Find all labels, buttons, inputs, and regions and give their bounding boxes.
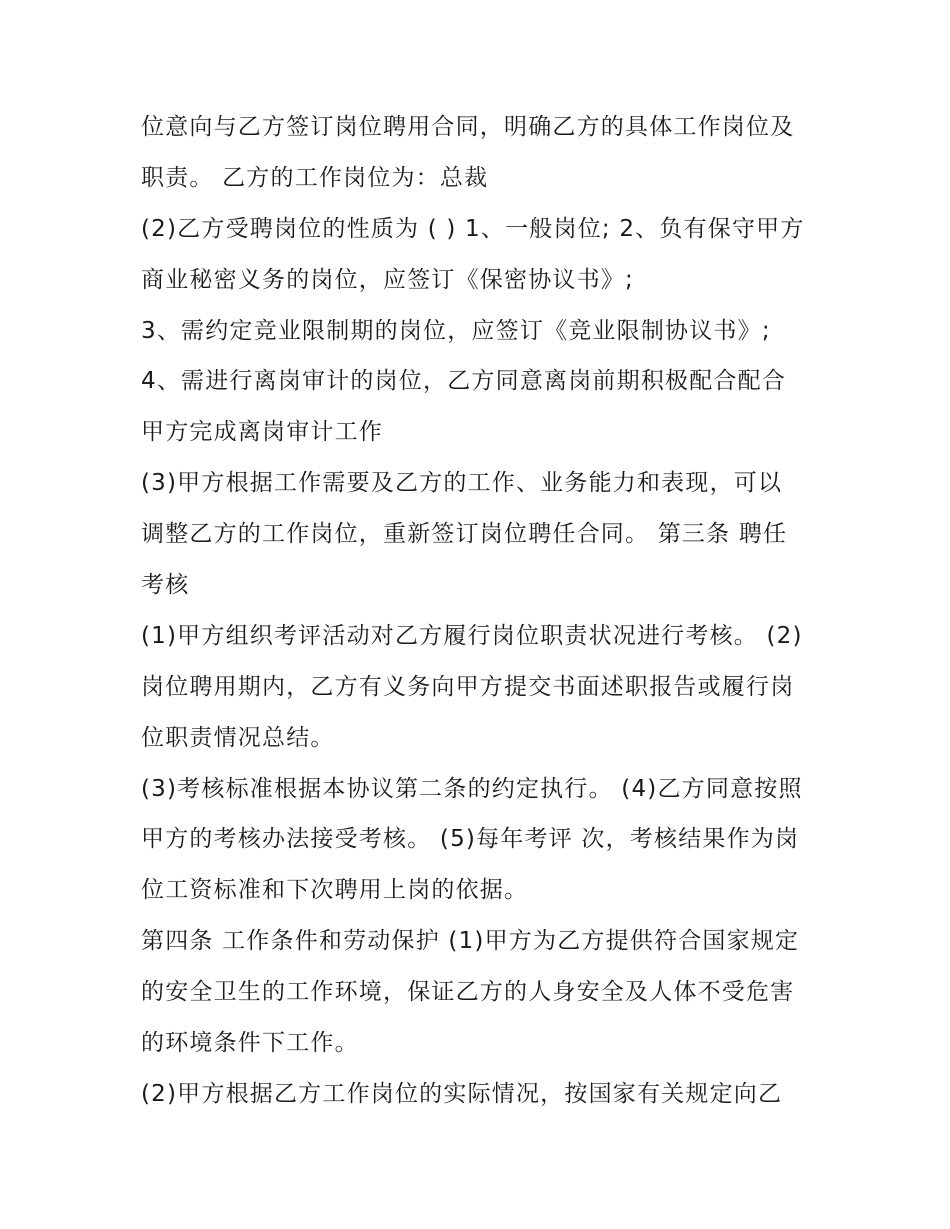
text-line: (2)乙方受聘岗位的性质为 ( ) 1、一般岗位; 2、负有保守甲方 [141,215,805,242]
text-line: 岗位聘用期内，乙方有义务向甲方提交书面述职报告或履行岗 [141,673,795,700]
text-line: 位意向与乙方签订岗位聘用合同，明确乙方的具体工作岗位及 [141,114,795,140]
text-line: 4、需进行离岗审计的岗位，乙方同意离岗前期积极配合配合 [141,368,787,395]
text-line: (3)甲方根据工作需要及乙方的工作、业务能力和表现，可以 [141,470,783,497]
text-line: 位工资标准和下次聘用上岗的依据。 [141,877,529,904]
body-text [141,102,821,1120]
text-line: 3、需约定竞业限制期的岗位，应签订《竞业限制协议书》; [141,317,771,344]
text-line: 甲方完成离岗审计工作 [141,419,383,446]
text-line: 位职责情况总结。 [141,724,335,751]
text-line: (3)考核标准根据本协议第二条的约定执行。 (4)乙方同意按照 [141,775,803,802]
text-line: 商业秘密义务的岗位，应签订《保密协议书》; [141,266,634,293]
text-line: 甲方的考核办法接受考核。 (5)每年考评 次，考核结果作为岗 [141,826,800,853]
text-line: 调整乙方的工作岗位，重新签订岗位聘任合同。 第三条 聘任 [141,521,788,548]
text-line: 第四条 工作条件和劳动保护 (1)甲方为乙方提供符合国家规定 [141,928,800,955]
text-line: (1)甲方组织考评活动对乙方履行岗位职责状况进行考核。 (2) [141,622,803,649]
text-line: 职责。 乙方的工作岗位为：总裁 [141,164,489,191]
text-line: 考核 [141,572,190,599]
text-line: (2)甲方根据乙方工作岗位的实际情况，按国家有关规定向乙 [141,1080,783,1107]
text-line: 的环境条件下工作。 [141,1030,359,1057]
text-line: 的安全卫生的工作环境，保证乙方的人身安全及人体不受危害 [141,979,795,1006]
